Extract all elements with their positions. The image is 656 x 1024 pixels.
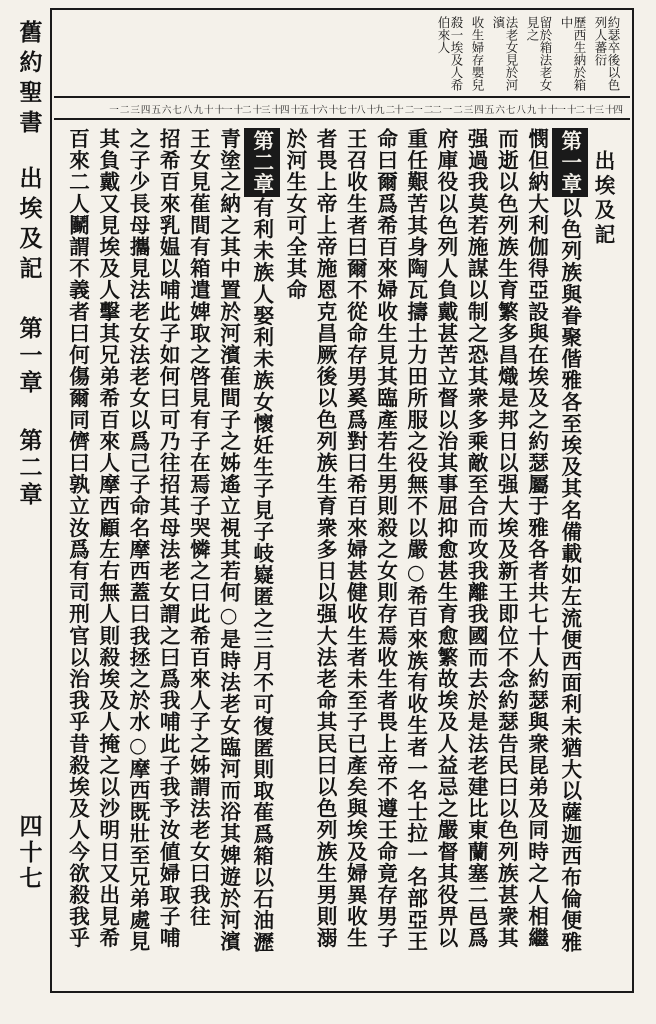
note-item: 留於箱法老女見之	[525, 16, 553, 91]
note-item: 歷西生納於箱中	[559, 16, 587, 91]
running-section-title: 出埃及記	[15, 166, 43, 286]
note-item: 約瑟卒後以色列人蕃衍	[593, 16, 621, 91]
running-chapters: 第一章 第二章	[15, 316, 43, 509]
page-number: 四十七	[15, 814, 43, 892]
text-line: 以色列族與眷聚偕雅各至埃及其名備載如左流便西面利未猶大以薩迦西布倫便雅	[557, 196, 582, 953]
text-column: 憫但納大利伽得亞設與在埃及之約瑟屬于雅各者共七十人約瑟與衆昆弟及同時之人相繼	[524, 128, 549, 949]
marginal-notes	[54, 10, 630, 98]
text-line: 有利未族人娶利未族女懷妊生子見子岐嶷匿之三月不可復匿則取萑爲箱以石油瀝	[249, 196, 274, 953]
text-column: 其負戴又見埃及人擊其兄弟希百來人摩西顧左右無人則殺埃及人掩之以沙明日又出見希	[95, 128, 120, 949]
running-head-column	[10, 20, 48, 1010]
text-column: 王召收生者曰爾不從命存男奚爲對曰希百來婦甚健收生者未至子已產矣與埃及婦異收生	[343, 128, 368, 949]
text-column: 百來二人鬭謂不義者曰何傷爾同儕曰孰立汝爲有司刑官以治我乎昔殺埃及人今欲殺我乎	[65, 128, 90, 949]
text-column: 者畏上帝上帝施恩克昌厥後以色列族生育衆多日以强大法老命其民曰以色列族生男則溺	[313, 128, 338, 949]
verse-number-band	[54, 100, 630, 120]
text-column: 命曰爾爲希百來婦收生見其臨產若生男則殺之女則存焉收生者畏上帝不遵王命竟存男子	[373, 128, 398, 949]
text-column: 强過我莫若施謀以制之恐其衆多乘敵至合而攻我離我國而去於是法老建比東蘭塞二邑爲	[464, 128, 489, 949]
note-item: 法老女見於河濱	[491, 16, 519, 91]
note-item: 殺一埃及人希伯來人	[436, 16, 464, 91]
text-column	[552, 128, 588, 988]
text-column	[244, 128, 280, 988]
text-column: 重任艱苦其身陶瓦擣土力田所服之役無不以嚴○希百來族有收生者一名士拉一名部亞王	[403, 128, 428, 953]
book-title: 舊約聖書	[15, 20, 43, 140]
text-column: 府庫役以色列人負戴甚苦立督以治其事屈抑愈甚生育愈繁故埃及人益忌之嚴督其役畀以	[433, 128, 458, 949]
note-item: 收生婦存嬰兒	[470, 16, 485, 91]
text-column: 王女見萑間有箱遣婢取之啓見有子在焉子哭憐之曰此希百來人子之姊謂法老女曰我往	[186, 128, 211, 928]
text-column: 招希百來乳媪以哺此子如何曰可乃往招其母法老女謂之曰爲我哺此子我予汝値婦取子哺	[156, 128, 181, 949]
text-column: 青塗之納之其中置於河濱萑間子之姊遙立視其若何○是時法老女臨河而浴其婢遊於河濱	[216, 128, 241, 953]
text-column: 於河生女可全其命	[282, 128, 307, 301]
chapter-two-label: 第二章	[244, 128, 280, 197]
section-heading: 出埃及記	[591, 150, 615, 248]
chapter-one-label: 第一章	[552, 128, 588, 197]
text-column: 之子少長母攜見法老女法老女以爲己子命名摩西蓋曰我拯之於水○摩西既壯至兄弟處見	[125, 128, 150, 953]
scripture-body	[58, 128, 618, 988]
text-column: 而逝以色列族生育繁多昌熾是邦日以强大埃及新王即位不念約瑟告民曰以色列族甚衆其	[494, 128, 519, 949]
verse-numbers: 一 二 三 四 五 六 七 八 九 十 十一 十二 十三 十四 十五 十六 十七 十八 十九 二十 二一 二二 一 二 三 四 五 六 七 八 九 十 十一 十二 十三 十四	[109, 105, 622, 116]
